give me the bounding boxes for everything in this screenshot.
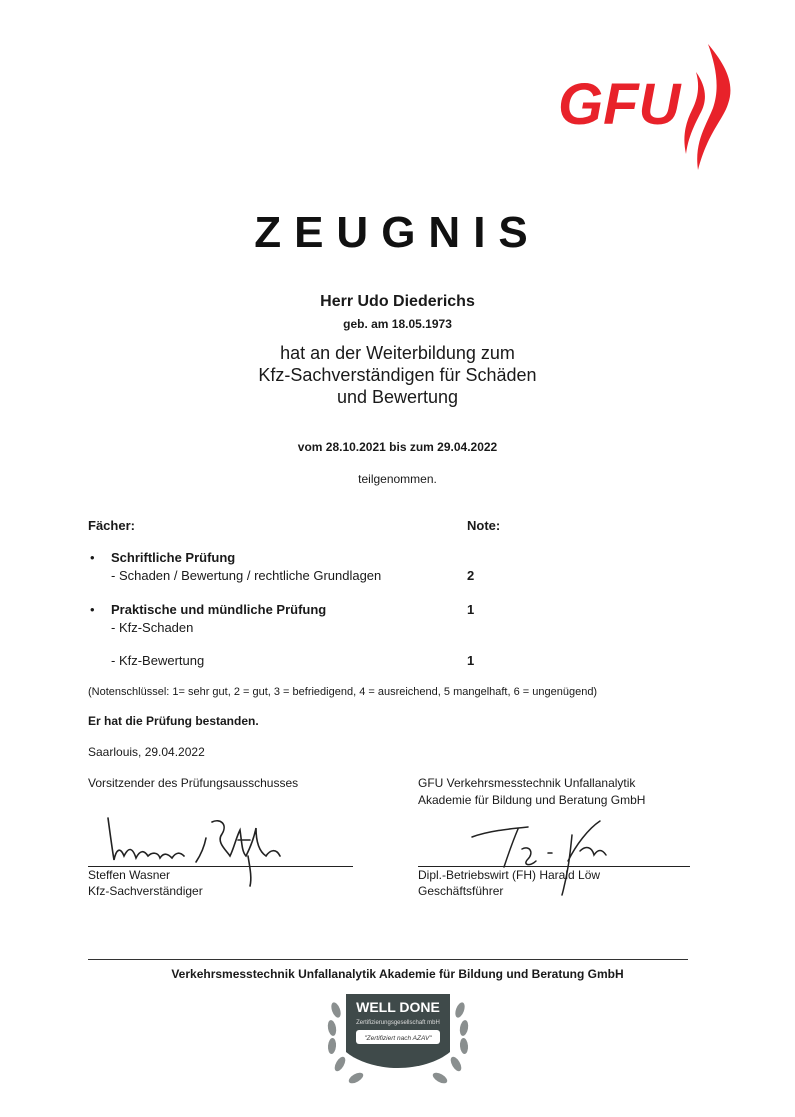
practical-exam-sub1: - Kfz-Schaden (111, 620, 194, 635)
grading-key: (Notenschlüssel: 1= sehr gut, 2 = gut, 3 = befriedigend, 4 = ausreichend, 5 mangelhaft, 6 = ungenügend) (88, 686, 598, 698)
course-line-1: hat an der Weiterbildung zum (280, 343, 515, 363)
grade-header: Note: (467, 518, 501, 533)
bullet-icon: • (90, 602, 95, 617)
place-date: Saarlouis, 29.04.2022 (88, 745, 205, 759)
subjects-header: Fächer: (88, 518, 135, 533)
practical-exam-sub2: - Kfz-Bewertung (111, 653, 205, 668)
footer-company: Verkehrsmesstechnik Unfallanalytik Akademie für Bildung und Beratung GmbH (171, 967, 624, 981)
course-line-3: und Bewertung (336, 387, 459, 407)
participation-text: teilgenommen. (358, 472, 437, 486)
practical-exam-sub2-grade: 1 (467, 653, 475, 668)
right-org-line2: Akademie für Bildung und Beratung GmbH (418, 793, 646, 807)
written-exam-grade: 2 (467, 568, 475, 583)
left-signature-line (88, 866, 353, 867)
course-description (0, 342, 795, 408)
left-signatory-title: Kfz-Sachverständiger (88, 884, 203, 898)
exam-result: Er hat die Prüfung bestanden. (88, 714, 259, 728)
recipient-birthdate: geb. am 18.05.1973 (343, 317, 452, 331)
gfu-logo (558, 42, 748, 172)
left-signatory-name: Steffen Wasner (88, 868, 171, 882)
flame-icon (684, 44, 730, 170)
written-exam-title: Schriftliche Prüfung (111, 550, 236, 565)
document-title: ZEUGNIS (254, 208, 541, 257)
footer-divider (88, 959, 688, 960)
practical-exam-title: Praktische und mündliche Prüfung (111, 602, 327, 617)
seal-title: WELL DONE (356, 999, 440, 1015)
right-org-line1: GFU Verkehrsmesstechnik Unfallanalytik (418, 776, 636, 790)
logo-text: GFU (558, 72, 681, 137)
right-signature-line (418, 866, 690, 867)
written-exam-subjects: - Schaden / Bewertung / rechtliche Grundlagen (111, 568, 382, 583)
right-signatory-name: Dipl.-Betriebswirt (FH) Harald Löw (418, 868, 601, 882)
recipient-name: Herr Udo Diederichs (320, 293, 475, 310)
course-period: vom 28.10.2021 bis zum 29.04.2022 (297, 440, 498, 454)
seal-certification: "Zertifiziert nach AZAV" (364, 1035, 432, 1042)
certification-seal (318, 990, 478, 1090)
right-signatory-title: Geschäftsführer (418, 884, 504, 898)
seal-subtitle: Zertifizierungsgesellschaft mbH (356, 1020, 440, 1026)
bullet-icon: • (90, 550, 95, 565)
left-signatory-role: Vorsitzender des Prüfungsausschusses (88, 776, 299, 790)
practical-exam-grade: 1 (467, 602, 475, 617)
course-line-2: Kfz-Sachverständigen für Schäden (258, 365, 537, 385)
